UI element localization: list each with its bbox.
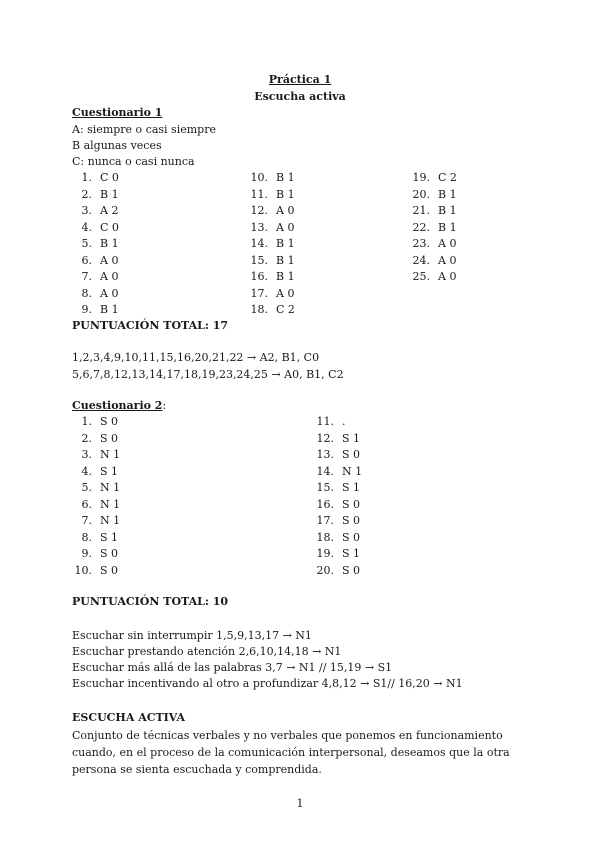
q1-legend-a: A: siempre o casi siempre [72,123,216,136]
page-title: Práctica 1 [268,73,332,86]
answer-number: 5. [81,237,92,250]
answer-value: N 1 [100,514,121,527]
answer-item [408,220,457,236]
page-number: 1 [296,797,304,810]
answer-value: S 1 [342,547,361,560]
answer-number: 1. [81,171,92,184]
answer-number: 18. [250,303,268,316]
answer-item [246,187,295,203]
answer-item [70,480,120,496]
answer-value: A 0 [100,286,119,300]
answer-value: B 1 [100,303,119,316]
answer-item [312,431,360,447]
answer-value: B 1 [276,187,295,201]
answer-value: A 0 [438,253,457,267]
answer-value: N 1 [100,448,121,461]
answer-item [408,253,456,269]
answer-number: 17. [250,286,268,300]
answer-number: 24. [412,253,430,267]
answer-value: A 0 [100,270,119,283]
answer-number: 13. [316,448,334,461]
answer-item [70,203,118,219]
answer-value: S 0 [342,530,361,544]
q2-key-4: Escuchar incentivando al otro a profundizar 4,8,12 → S1// 16,20 → N1 [72,677,463,690]
answer-value: A 0 [276,286,295,300]
answer-item [70,220,119,236]
answer-value: A 0 [438,270,457,283]
answer-item [312,414,346,430]
answer-value: B 1 [100,237,119,250]
answer-number: 22. [412,220,430,234]
answer-item [70,447,120,463]
answer-value: C 0 [100,171,119,184]
answer-value: S 0 [100,547,119,560]
answer-value: C 0 [100,220,119,234]
q2-key-2: Escuchar prestando atención 2,6,10,14,18 → N1 [72,645,342,658]
answer-number: 9. [81,303,92,316]
answer-value: C 2 [276,303,295,316]
answer-value: S 0 [342,497,361,511]
answer-number: 5. [81,481,92,494]
q2-heading: Cuestionario 2 [72,399,163,412]
answer-item [70,497,120,513]
answer-number: 4. [81,464,92,478]
answer-value: B 1 [276,171,295,184]
answer-value: A 0 [276,204,295,217]
q2-heading-row [72,398,166,414]
answer-number: 15. [316,481,334,494]
answer-number: 7. [81,270,92,283]
answer-value: S 0 [100,415,119,428]
answer-number: 10. [250,171,268,184]
answer-item [70,530,118,546]
q1-legend-c: C: nunca o casi nunca [72,155,195,168]
answer-number: 21. [412,204,430,217]
answer-number: 25. [412,270,430,283]
answer-item [246,269,295,285]
q2-total: PUNTUACIÓN TOTAL: 10 [72,595,229,608]
answer-number: 23. [412,237,430,250]
answer-item [70,414,118,430]
answer-value: S 0 [100,431,119,445]
answer-value: N 1 [342,464,363,478]
answer-item [246,302,295,318]
answer-item [70,563,118,579]
answer-item [70,269,118,285]
answer-number: 11. [250,187,268,201]
answer-number: 2. [81,187,92,201]
answer-number: 9. [81,547,92,560]
answer-value: A 0 [276,220,295,234]
answer-number: 12. [316,431,334,445]
answer-number: 17. [316,514,334,527]
answer-item [70,286,118,302]
answer-number: 16. [316,497,334,511]
section-text: Conjunto de técnicas verbales y no verbales que ponemos en funcionamiento cuando, en el proceso de la comunicación interpersonal, deseamos que la otra persona se sienta escuchada y comprendida. [72,729,510,776]
q1-total: PUNTUACIÓN TOTAL: 17 [72,319,229,332]
answer-number: 19. [412,171,430,184]
answer-number: 16. [250,270,268,283]
answer-number: 3. [81,204,92,217]
answer-value: B 1 [438,204,457,217]
answer-item [246,220,294,236]
answer-value: S 1 [342,481,361,494]
q1-legend-b: B algunas veces [72,139,162,152]
answer-item [408,269,456,285]
answer-value: S 0 [342,563,361,577]
answer-item [408,187,457,203]
answer-number: 4. [81,220,92,234]
answer-number: 13. [250,220,268,234]
answer-item [408,203,457,219]
page-subtitle: Escucha activa [254,90,346,103]
answer-item [408,236,456,252]
answer-item [70,253,118,269]
answer-number: 18. [316,530,334,544]
answer-number: 3. [81,448,92,461]
answer-item [312,546,360,562]
answer-value: A 0 [438,237,457,250]
answer-number: 20. [316,563,334,577]
q1-heading: Cuestionario 1 [72,106,163,119]
answer-number: 7. [81,514,92,527]
answer-item [70,302,119,318]
q2-heading-suffix: : [162,399,167,412]
answer-number: 14. [316,464,334,478]
answer-value: S 1 [342,431,361,445]
answer-number: 6. [81,253,92,267]
answer-number: 8. [81,286,92,300]
answer-number: 14. [250,237,268,250]
answer-value: S 0 [342,514,361,527]
answer-item [70,546,118,562]
answer-item [312,447,360,463]
answer-item [70,431,118,447]
answer-number: 10. [74,563,92,577]
answer-number: 1. [81,415,92,428]
answer-item [408,170,457,186]
q1-key-line2: 5,6,7,8,12,13,14,17,18,19,23,24,25 → A0, B1, C2 [72,368,344,381]
answer-number: 20. [412,187,430,201]
answer-item [312,497,360,513]
answer-item [312,513,360,529]
answer-value: A 0 [100,253,119,267]
answer-value: C 2 [438,171,457,184]
answer-number: 11. [316,415,334,428]
answer-value: B 1 [100,187,119,201]
answer-item [70,187,119,203]
answer-item [312,464,362,480]
answer-item [312,530,360,546]
answer-item [246,286,294,302]
answer-value: . [342,415,346,428]
q1-key-line1: 1,2,3,4,9,10,11,15,16,20,21,22 → A2, B1, C0 [72,351,320,364]
answer-value: B 1 [276,270,295,283]
answer-item [246,236,295,252]
answer-item [312,480,360,496]
answer-number: 8. [81,530,92,544]
answer-value: S 0 [342,448,361,461]
answer-number: 2. [81,431,92,445]
answer-value: B 1 [438,220,457,234]
answer-item [70,464,118,480]
answer-item [70,513,120,529]
answer-value: N 1 [100,497,121,511]
q2-key-1: Escuchar sin interrumpir 1,5,9,13,17 → N1 [72,629,312,642]
answer-value: S 0 [100,563,119,577]
answer-number: 15. [250,253,268,267]
answer-value: N 1 [100,481,121,494]
answer-item [246,170,295,186]
answer-item [312,563,360,579]
q2-key-3: Escuchar más allá de las palabras 3,7 → N1 // 15,19 → S1 [72,661,393,674]
answer-item [246,253,295,269]
answer-value: B 1 [438,187,457,201]
answer-item [246,203,294,219]
answer-value: S 1 [100,464,119,478]
answer-value: A 2 [100,204,119,217]
section-heading: ESCUCHA ACTIVA [72,711,186,724]
answer-value: B 1 [276,253,295,267]
answer-number: 12. [250,204,268,217]
answer-item [70,170,119,186]
answer-value: S 1 [100,530,119,544]
answer-number: 6. [81,497,92,511]
answer-number: 19. [316,547,334,560]
answer-value: B 1 [276,237,295,250]
answer-item [70,236,119,252]
